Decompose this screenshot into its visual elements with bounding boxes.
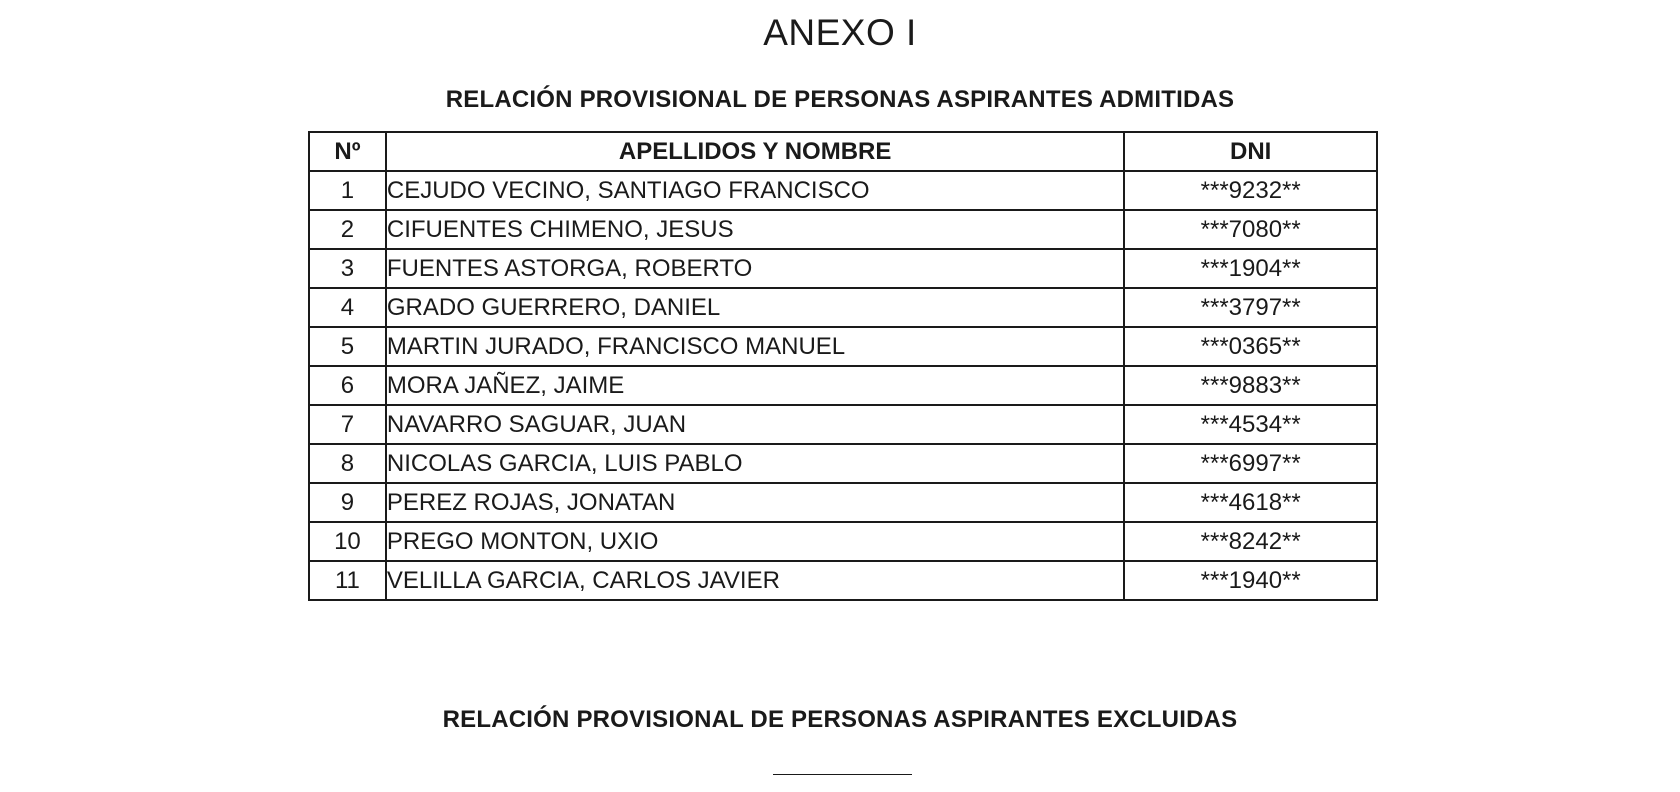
row-number: 3 [309, 249, 386, 288]
row-number: 9 [309, 483, 386, 522]
applicant-name: MARTIN JURADO, FRANCISCO MANUEL [386, 327, 1125, 366]
applicant-dni: ***6997** [1124, 444, 1377, 483]
table-row [309, 405, 1377, 444]
applicant-name: PEREZ ROJAS, JONATAN [386, 483, 1125, 522]
applicant-name: VELILLA GARCIA, CARLOS JAVIER [386, 561, 1125, 600]
table-row [309, 327, 1377, 366]
row-number: 6 [309, 366, 386, 405]
row-number: 7 [309, 405, 386, 444]
row-number: 1 [309, 171, 386, 210]
excluded-list-heading: RELACIÓN PROVISIONAL DE PERSONAS ASPIRANTES EXCLUIDAS [442, 706, 1238, 733]
admitted-applicants-table [308, 131, 1378, 601]
table-row [309, 444, 1377, 483]
applicant-name: NICOLAS GARCIA, LUIS PABLO [386, 444, 1125, 483]
closing-divider [773, 774, 912, 775]
row-number: 11 [309, 561, 386, 600]
table-row [309, 561, 1377, 600]
applicant-name: CIFUENTES CHIMENO, JESUS [386, 210, 1125, 249]
table-row [309, 366, 1377, 405]
applicant-dni: ***1904** [1124, 249, 1377, 288]
applicant-dni: ***1940** [1124, 561, 1377, 600]
applicant-dni: ***4534** [1124, 405, 1377, 444]
applicant-name: FUENTES ASTORGA, ROBERTO [386, 249, 1125, 288]
page-title: ANEXO I [763, 12, 917, 53]
table-row [309, 210, 1377, 249]
applicant-name: NAVARRO SAGUAR, JUAN [386, 405, 1125, 444]
row-number: 5 [309, 327, 386, 366]
applicant-dni: ***9232** [1124, 171, 1377, 210]
applicant-name: MORA JAÑEZ, JAIME [386, 366, 1125, 405]
row-number: 10 [309, 522, 386, 561]
applicant-dni: ***8242** [1124, 522, 1377, 561]
column-header-name: APELLIDOS Y NOMBRE [386, 132, 1125, 171]
applicant-dni: ***7080** [1124, 210, 1377, 249]
applicant-dni: ***9883** [1124, 366, 1377, 405]
table-row [309, 483, 1377, 522]
table-row [309, 288, 1377, 327]
column-header-dni: DNI [1124, 132, 1377, 171]
applicant-dni: ***3797** [1124, 288, 1377, 327]
applicant-dni: ***4618** [1124, 483, 1377, 522]
applicant-dni: ***0365** [1124, 327, 1377, 366]
column-header-number: Nº [309, 132, 386, 171]
applicant-name: CEJUDO VECINO, SANTIAGO FRANCISCO [386, 171, 1125, 210]
table-row [309, 249, 1377, 288]
row-number: 4 [309, 288, 386, 327]
applicant-name: GRADO GUERRERO, DANIEL [386, 288, 1125, 327]
row-number: 2 [309, 210, 386, 249]
table-row [309, 171, 1377, 210]
row-number: 8 [309, 444, 386, 483]
applicant-name: PREGO MONTON, UXIO [386, 522, 1125, 561]
table-header-row [309, 132, 1377, 171]
table-row [309, 522, 1377, 561]
admitted-list-heading: RELACIÓN PROVISIONAL DE PERSONAS ASPIRANTES ADMITIDAS [445, 86, 1235, 113]
